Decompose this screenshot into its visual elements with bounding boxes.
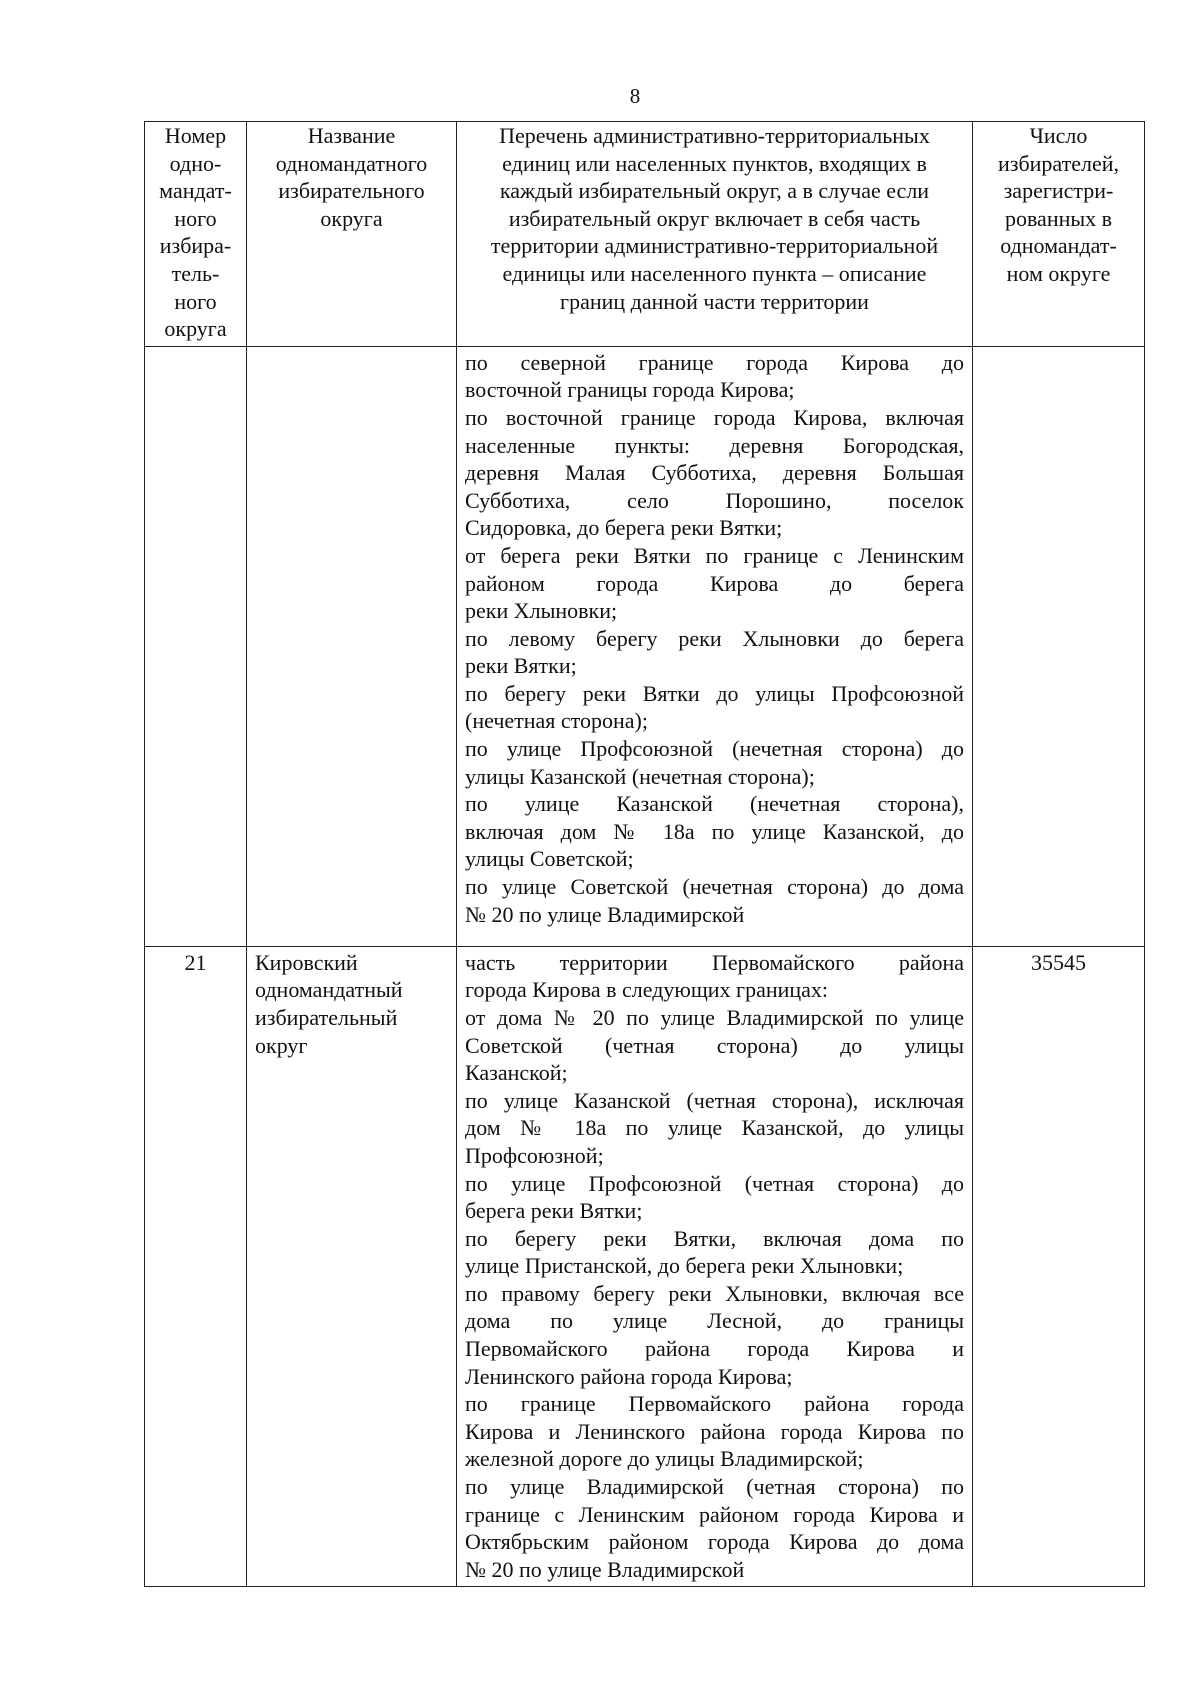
voter-count-cell: 35545 [973,946,1145,1587]
description-line: № 20 по улице Владимирской [465,1556,745,1582]
description-line: железной дороге до улицы Владимирской; [465,1446,864,1472]
header-line: округа [320,205,383,231]
district-name-line: одномандатный [255,977,403,1003]
description-line: Профсоюзной; [465,1142,604,1168]
header-line: каждый избирательный округ, а в случае если [499,178,930,204]
header-line: избира- [159,233,232,259]
district-name-cell [247,946,457,1587]
description-line: по улице Владимирской (четная сторона) по [465,1474,964,1500]
header-line: зарегистри- [1003,178,1114,204]
description-line: улицы Советской; [465,846,634,872]
description-line: по берегу реки Вятки, включая дома по [465,1225,964,1251]
description-line: районом города Кирова до берега [465,570,964,596]
district-number-cell: 21 [145,946,247,1587]
description-line: улицы Казанской (нечетная сторона); [465,763,815,789]
header-line: мандат- [159,178,232,204]
description-line: восточной границы города Кирова; [465,377,795,403]
header-voter-count [973,122,1145,347]
header-line: границ данной части территории [560,288,869,314]
description-line: Октябрьским районом города Кирова до дома [465,1529,964,1555]
description-line: населенные пункты: деревня Богородская, [465,432,964,458]
description-line: по улице Профсоюзной (нечетная сторона) до [465,736,964,762]
description-line: включая дом № 18а по улице Казанской, до [465,818,964,844]
header-line: Номер [164,123,227,148]
districts-table [144,121,1145,1587]
header-line: рованных в [1004,205,1113,231]
voter-count-cell [973,346,1145,946]
description-line: по берегу реки Вятки до улицы Профсоюзной [465,680,964,706]
district-name-cell [247,346,457,946]
header-line: Название [307,123,396,148]
description-line: (нечетная сторона); [465,708,648,734]
description-line: по улице Профсоюзной (четная сторона) до [465,1170,964,1196]
header-line: ном округе [1006,260,1111,286]
description-line: дом № 18а по улице Казанской, до улицы [465,1115,964,1141]
district-name-line: округ [255,1032,308,1058]
description-line: от дома № 20 по улице Владимирской по улице [465,1004,964,1030]
header-line: избирателей, [997,150,1120,176]
header-line: Число [1029,123,1088,148]
description-line: дома по улице Лесной, до границы [465,1308,964,1334]
table-row [145,346,1145,946]
header-line: единиц или населенных пунктов, входящих в [502,150,927,176]
table-row [145,946,1145,1587]
description-line: границе с Ленинским районом города Кирова и [465,1501,964,1527]
description-line: берега реки Вятки; [465,1198,643,1224]
header-line: ного [174,288,217,314]
territory-description-cell [457,346,973,946]
description-line: Первомайского района города Кирова и [465,1336,964,1362]
header-line: единицы или населенного пункта – описание [502,260,927,286]
district-name-line: Кировский [255,949,358,975]
description-line: № 20 по улице Владимирской [465,901,745,927]
description-line: по восточной границе города Кирова, включая [465,404,964,430]
territory-description-cell [457,946,973,1587]
description-line: по правому берегу реки Хлыновки, включая все [465,1280,964,1306]
description-line: по границе Первомайского района города [465,1391,964,1417]
description-line: Советской (четная сторона) до улицы [465,1032,964,1058]
description-line: по улице Казанской (четная сторона), исключая [465,1087,964,1113]
description-line: от берега реки Вятки по границе с Ленинским [465,542,964,568]
table-header-row [145,122,1145,347]
header-line: избирательного [278,178,425,204]
header-line: одно- [169,150,222,176]
header-line: одномандат- [1000,233,1117,259]
header-line: тель- [171,260,220,286]
header-district-number [145,122,247,347]
description-line: Сидоровка, до берега реки Вятки; [465,515,783,541]
description-line: часть территории Первомайского района [465,949,964,975]
description-line: Казанской; [465,1060,568,1086]
header-line: одномандатного [275,150,428,176]
header-line: Перечень административно-территориальных [499,123,930,148]
header-line: округа [164,316,227,342]
description-line: по улице Казанской (нечетная сторона), [465,791,964,817]
description-line: Ленинского района города Кирова; [465,1363,793,1389]
page-number: 8 [629,84,641,108]
header-territory-list [457,122,973,347]
district-name-line: избирательный [255,1004,398,1030]
description-line: по северной границе города Кирова до [465,349,964,375]
header-line: ного [174,205,217,231]
header-line: территории административно-территориальной [490,233,939,259]
description-line: по левому берегу реки Хлыновки до берега [465,625,964,651]
description-line: города Кирова в следующих границах: [465,977,829,1003]
district-number-cell [145,346,247,946]
description-line: улице Пристанской, до берега реки Хлыновки; [465,1253,904,1279]
description-line: Субботиха, село Порошино, поселок [465,487,964,513]
header-district-name [247,122,457,347]
description-line: деревня Малая Субботиха, деревня Большая [465,460,964,486]
header-line: избирательный округ включает в себя часть [508,205,921,231]
description-line: по улице Советской (нечетная сторона) до дома [465,874,964,900]
description-line: реки Хлыновки; [465,598,618,624]
description-line: реки Вятки; [465,653,577,679]
description-line: Кирова и Ленинского района города Кирова по [465,1418,964,1444]
